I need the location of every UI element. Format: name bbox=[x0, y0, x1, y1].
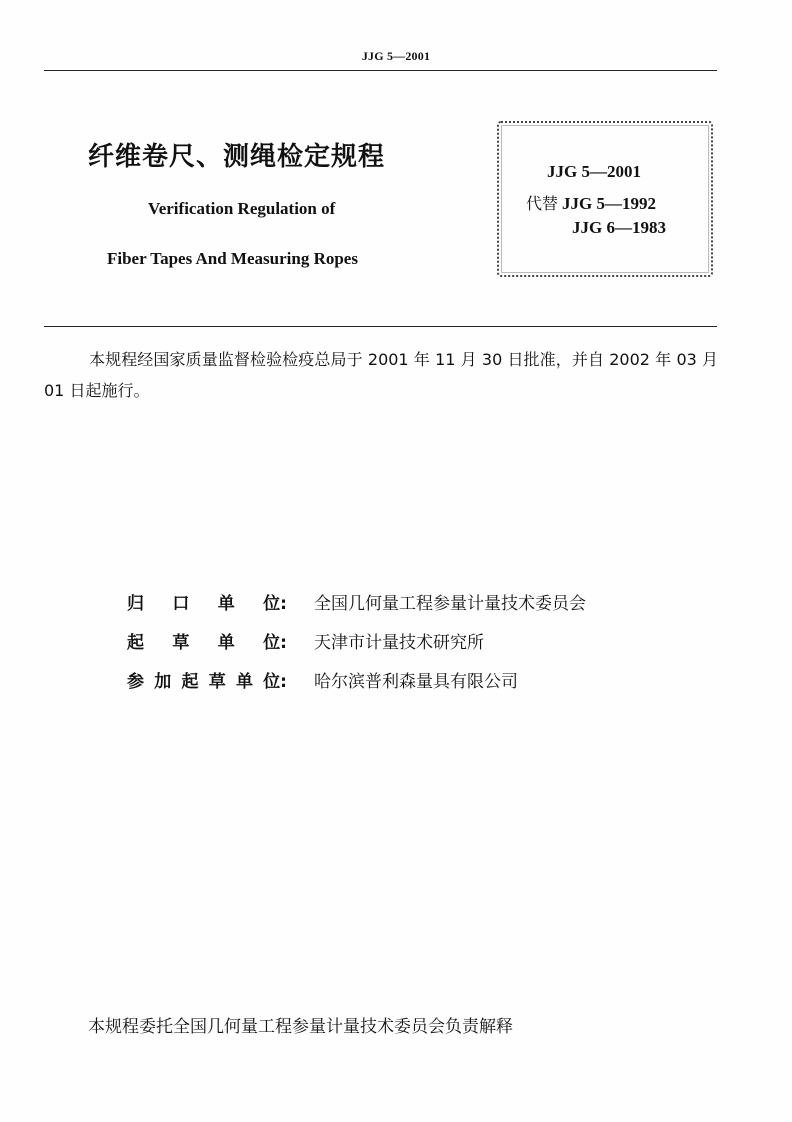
unit-label: 起 草 单 位: bbox=[127, 633, 287, 653]
unit-value: 哈尔滨普利森量具有限公司 bbox=[314, 672, 518, 692]
unit-value: 天津市计量技术研究所 bbox=[314, 633, 484, 653]
running-header-code: JJG 5—2001 bbox=[361, 49, 431, 63]
unit-label: 归 口 单 位: bbox=[127, 594, 287, 614]
title-english-line1: Verification Regulation of bbox=[148, 199, 336, 218]
replaces-line-1 bbox=[526, 191, 656, 214]
interpretation-note: 本规程委托全国几何量工程参量计量技术委员会负责解释 bbox=[88, 1017, 513, 1037]
header-rule bbox=[44, 70, 717, 71]
title-chinese: 纤维卷尺、测绳检定规程 bbox=[88, 142, 386, 172]
unit-value: 全国几何量工程参量计量技术委员会 bbox=[314, 594, 586, 614]
replaces-prefix: 代替 bbox=[526, 194, 559, 213]
replaces-code-1: JJG 5—1992 bbox=[562, 194, 656, 213]
unit-label: 参 加 起 草 单 位: bbox=[127, 672, 287, 692]
standard-code: JJG 5—2001 bbox=[547, 162, 641, 181]
section-rule bbox=[44, 326, 717, 327]
replaces-code-2: JJG 6—1983 bbox=[572, 218, 666, 237]
approval-statement: 本规程经国家质量监督检验检疫总局于 2001 年 11 月 30 日批准，并自 2002 年 03 月 01 日起施行。 bbox=[44, 350, 718, 400]
title-english-line2: Fiber Tapes And Measuring Ropes bbox=[107, 249, 358, 268]
